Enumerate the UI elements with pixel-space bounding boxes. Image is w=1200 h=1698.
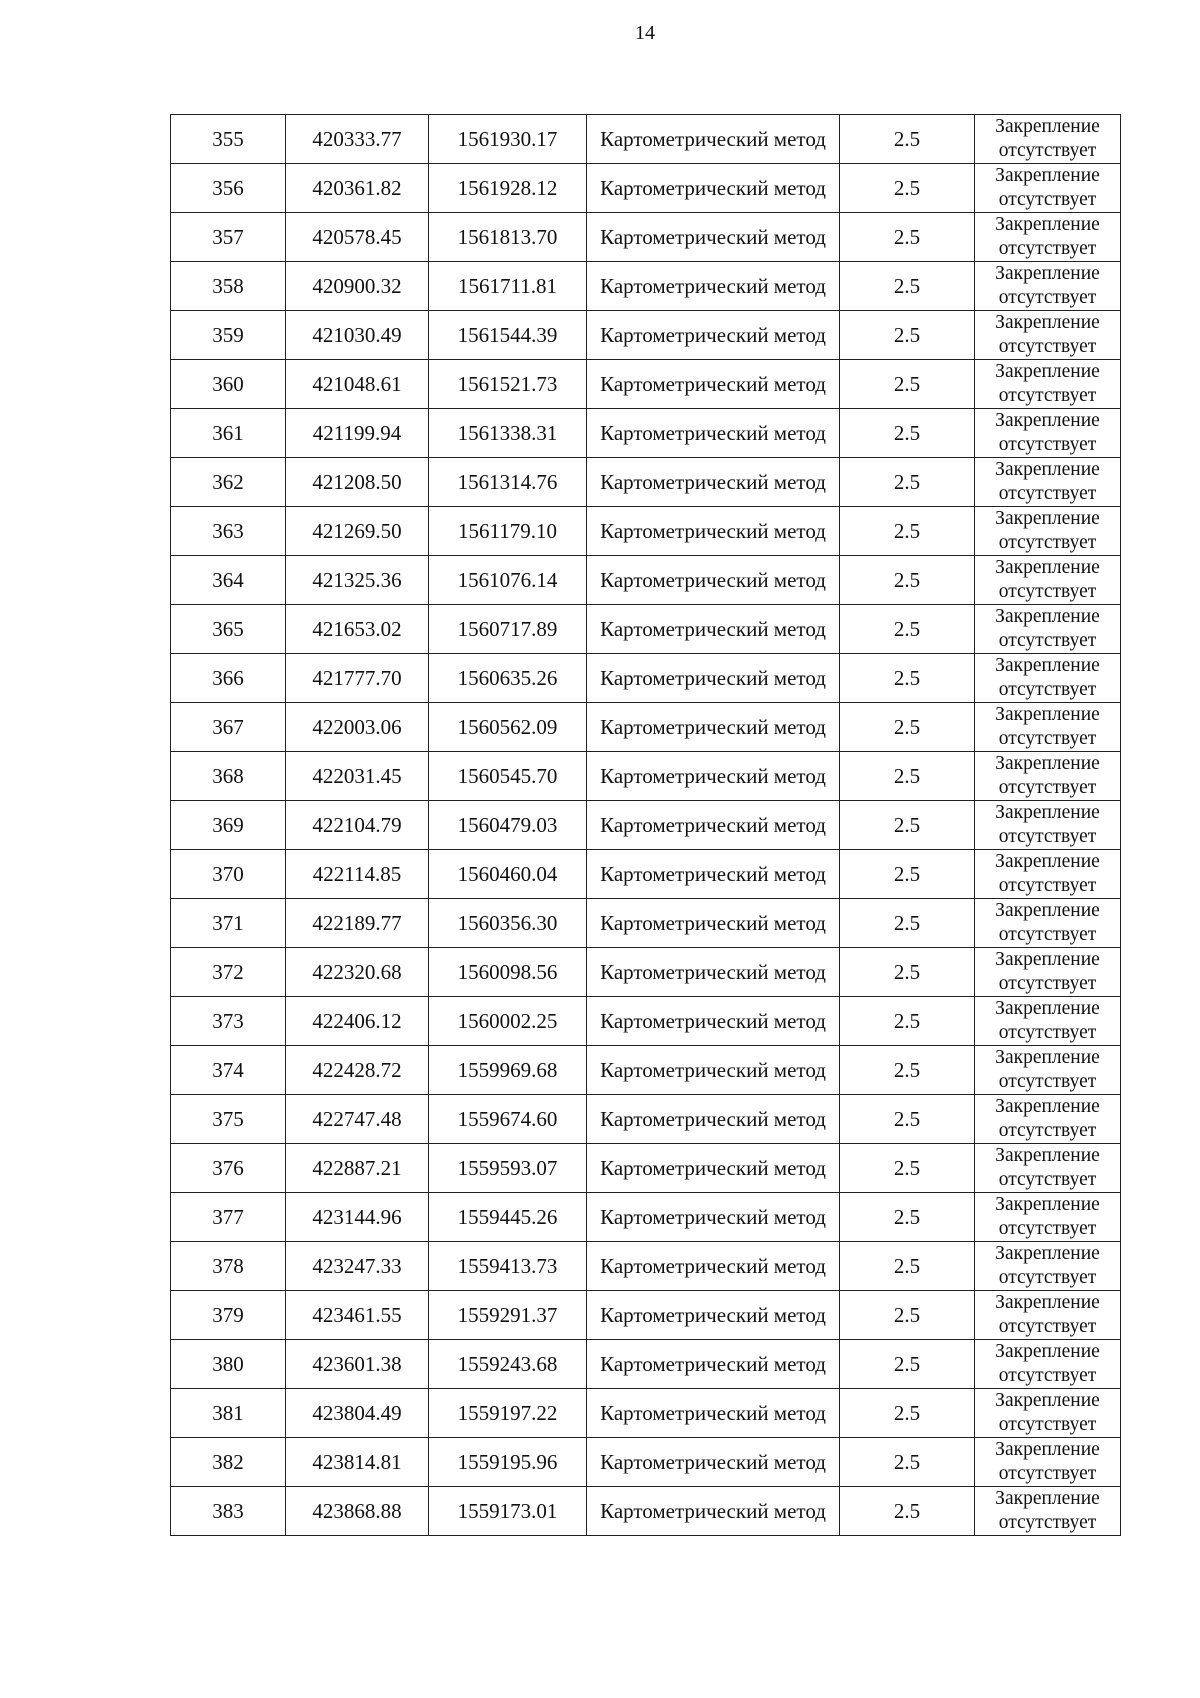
table-row [171,752,1121,801]
fixation-note-line: Закрепление [995,1390,1100,1411]
point-number-cell: 383 [171,1487,286,1536]
x-coordinate-cell: 422428.72 [286,1046,429,1095]
coordinates-table [170,114,1121,1536]
fixation-note-line: отсутствует [998,1022,1097,1043]
table-row [171,899,1121,948]
y-coordinate-cell: 1561521.73 [429,360,587,409]
fixation-note-line: отсутствует [998,1365,1097,1386]
accuracy-cell: 2.5 [840,1046,975,1095]
accuracy-cell: 2.5 [840,1438,975,1487]
method-cell: Картометрический метод [587,1487,840,1536]
point-number-cell: 368 [171,752,286,801]
y-coordinate-cell: 1560460.04 [429,850,587,899]
fixation-note-cell [975,1095,1121,1144]
accuracy-cell: 2.5 [840,1144,975,1193]
fixation-note-line: Закрепление [995,753,1100,774]
fixation-note-line: Закрепление [995,704,1100,725]
x-coordinate-cell: 421653.02 [286,605,429,654]
y-coordinate-cell: 1559413.73 [429,1242,587,1291]
fixation-note-line: отсутствует [998,287,1097,308]
fixation-note-line: Закрепление [995,459,1100,480]
fixation-note-cell [975,899,1121,948]
table-row [171,801,1121,850]
accuracy-cell: 2.5 [840,1291,975,1340]
method-cell: Картометрический метод [587,948,840,997]
x-coordinate-cell: 422320.68 [286,948,429,997]
table-row [171,605,1121,654]
y-coordinate-cell: 1561338.31 [429,409,587,458]
point-number-cell: 367 [171,703,286,752]
x-coordinate-cell: 422406.12 [286,997,429,1046]
fixation-note-cell [975,1193,1121,1242]
fixation-note-cell [975,458,1121,507]
table-row [171,1438,1121,1487]
fixation-note-line: Закрепление [995,900,1100,921]
fixation-note-line: Закрепление [995,116,1100,137]
fixation-note-line: Закрепление [995,1292,1100,1313]
fixation-note-line: отсутствует [998,1267,1097,1288]
fixation-note-line: отсутствует [998,1463,1097,1484]
point-number-cell: 363 [171,507,286,556]
y-coordinate-cell: 1560717.89 [429,605,587,654]
method-cell: Картометрический метод [587,850,840,899]
fixation-note-line: отсутствует [998,728,1097,749]
fixation-note-line: Закрепление [995,263,1100,284]
x-coordinate-cell: 423868.88 [286,1487,429,1536]
x-coordinate-cell: 421199.94 [286,409,429,458]
fixation-note-line: отсутствует [998,238,1097,259]
method-cell: Картометрический метод [587,801,840,850]
x-coordinate-cell: 423601.38 [286,1340,429,1389]
table-row [171,1046,1121,1095]
x-coordinate-cell: 421030.49 [286,311,429,360]
accuracy-cell: 2.5 [840,1389,975,1438]
point-number-cell: 365 [171,605,286,654]
method-cell: Картометрический метод [587,1389,840,1438]
fixation-note-cell [975,262,1121,311]
point-number-cell: 382 [171,1438,286,1487]
table-row [171,115,1121,164]
fixation-note-cell [975,164,1121,213]
y-coordinate-cell: 1560356.30 [429,899,587,948]
fixation-note-line: отсутствует [998,483,1097,504]
x-coordinate-cell: 420578.45 [286,213,429,262]
fixation-note-line: отсутствует [998,1071,1097,1092]
x-coordinate-cell: 422189.77 [286,899,429,948]
accuracy-cell: 2.5 [840,752,975,801]
y-coordinate-cell: 1559173.01 [429,1487,587,1536]
accuracy-cell: 2.5 [840,605,975,654]
point-number-cell: 356 [171,164,286,213]
point-number-cell: 375 [171,1095,286,1144]
table-row [171,1193,1121,1242]
fixation-note-line: отсутствует [998,140,1097,161]
y-coordinate-cell: 1560002.25 [429,997,587,1046]
fixation-note-line: Закрепление [995,802,1100,823]
method-cell: Картометрический метод [587,1340,840,1389]
method-cell: Картометрический метод [587,899,840,948]
accuracy-cell: 2.5 [840,409,975,458]
accuracy-cell: 2.5 [840,703,975,752]
method-cell: Картометрический метод [587,1291,840,1340]
accuracy-cell: 2.5 [840,654,975,703]
y-coordinate-cell: 1561314.76 [429,458,587,507]
fixation-note-cell [975,360,1121,409]
accuracy-cell: 2.5 [840,507,975,556]
accuracy-cell: 2.5 [840,850,975,899]
x-coordinate-cell: 421048.61 [286,360,429,409]
fixation-note-line: Закрепление [995,1047,1100,1068]
method-cell: Картометрический метод [587,654,840,703]
x-coordinate-cell: 423461.55 [286,1291,429,1340]
table-row [171,556,1121,605]
fixation-note-cell [975,1242,1121,1291]
y-coordinate-cell: 1561179.10 [429,507,587,556]
method-cell: Картометрический метод [587,556,840,605]
method-cell: Картометрический метод [587,360,840,409]
method-cell: Картометрический метод [587,213,840,262]
accuracy-cell: 2.5 [840,899,975,948]
accuracy-cell: 2.5 [840,1193,975,1242]
point-number-cell: 361 [171,409,286,458]
point-number-cell: 381 [171,1389,286,1438]
table-row [171,703,1121,752]
x-coordinate-cell: 421269.50 [286,507,429,556]
point-number-cell: 359 [171,311,286,360]
fixation-note-cell [975,1487,1121,1536]
fixation-note-cell [975,850,1121,899]
fixation-note-line: Закрепление [995,998,1100,1019]
table-row [171,654,1121,703]
table-row [171,360,1121,409]
x-coordinate-cell: 422003.06 [286,703,429,752]
method-cell: Картометрический метод [587,1095,840,1144]
point-number-cell: 372 [171,948,286,997]
fixation-note-cell [975,703,1121,752]
accuracy-cell: 2.5 [840,556,975,605]
x-coordinate-cell: 423814.81 [286,1438,429,1487]
table-row [171,1095,1121,1144]
table-row [171,507,1121,556]
y-coordinate-cell: 1560562.09 [429,703,587,752]
point-number-cell: 376 [171,1144,286,1193]
y-coordinate-cell: 1559969.68 [429,1046,587,1095]
method-cell: Картометрический метод [587,507,840,556]
fixation-note-line: Закрепление [995,655,1100,676]
point-number-cell: 366 [171,654,286,703]
table-row [171,1144,1121,1193]
fixation-note-line: Закрепление [995,1341,1100,1362]
table-row [171,997,1121,1046]
method-cell: Картометрический метод [587,703,840,752]
x-coordinate-cell: 422104.79 [286,801,429,850]
table-row [171,1291,1121,1340]
method-cell: Картометрический метод [587,458,840,507]
method-cell: Картометрический метод [587,164,840,213]
fixation-note-cell [975,1291,1121,1340]
fixation-note-line: отсутствует [998,434,1097,455]
method-cell: Картометрический метод [587,752,840,801]
point-number-cell: 374 [171,1046,286,1095]
y-coordinate-cell: 1559674.60 [429,1095,587,1144]
fixation-note-cell [975,605,1121,654]
point-number-cell: 379 [171,1291,286,1340]
page-number: 14 [635,22,655,44]
fixation-note-cell [975,1340,1121,1389]
table-row [171,850,1121,899]
y-coordinate-cell: 1559445.26 [429,1193,587,1242]
x-coordinate-cell: 422031.45 [286,752,429,801]
fixation-note-line: отсутствует [998,581,1097,602]
accuracy-cell: 2.5 [840,262,975,311]
x-coordinate-cell: 423247.33 [286,1242,429,1291]
fixation-note-line: Закрепление [995,1194,1100,1215]
fixation-note-line: Закрепление [995,165,1100,186]
fixation-note-line: отсутствует [998,924,1097,945]
fixation-note-line: отсутствует [998,777,1097,798]
accuracy-cell: 2.5 [840,360,975,409]
method-cell: Картометрический метод [587,1193,840,1242]
y-coordinate-cell: 1559195.96 [429,1438,587,1487]
table-row [171,1242,1121,1291]
x-coordinate-cell: 422887.21 [286,1144,429,1193]
y-coordinate-cell: 1561076.14 [429,556,587,605]
y-coordinate-cell: 1561544.39 [429,311,587,360]
y-coordinate-cell: 1560635.26 [429,654,587,703]
y-coordinate-cell: 1561813.70 [429,213,587,262]
y-coordinate-cell: 1561928.12 [429,164,587,213]
x-coordinate-cell: 421208.50 [286,458,429,507]
fixation-note-cell [975,801,1121,850]
table-row [171,262,1121,311]
fixation-note-cell [975,948,1121,997]
fixation-note-line: Закрепление [995,1096,1100,1117]
fixation-note-line: отсутствует [998,1512,1097,1533]
method-cell: Картометрический метод [587,409,840,458]
fixation-note-line: Закрепление [995,1488,1100,1509]
table-row [171,409,1121,458]
y-coordinate-cell: 1559291.37 [429,1291,587,1340]
point-number-cell: 371 [171,899,286,948]
point-number-cell: 373 [171,997,286,1046]
y-coordinate-cell: 1561711.81 [429,262,587,311]
accuracy-cell: 2.5 [840,458,975,507]
x-coordinate-cell: 421777.70 [286,654,429,703]
x-coordinate-cell: 423804.49 [286,1389,429,1438]
y-coordinate-cell: 1559197.22 [429,1389,587,1438]
method-cell: Картометрический метод [587,311,840,360]
point-number-cell: 355 [171,115,286,164]
table-row [171,948,1121,997]
x-coordinate-cell: 421325.36 [286,556,429,605]
point-number-cell: 380 [171,1340,286,1389]
fixation-note-line: Закрепление [995,214,1100,235]
accuracy-cell: 2.5 [840,997,975,1046]
y-coordinate-cell: 1559243.68 [429,1340,587,1389]
fixation-note-cell [975,213,1121,262]
x-coordinate-cell: 420900.32 [286,262,429,311]
accuracy-cell: 2.5 [840,115,975,164]
fixation-note-line: отсутствует [998,532,1097,553]
fixation-note-line: отсутствует [998,1120,1097,1141]
fixation-note-line: Закрепление [995,361,1100,382]
point-number-cell: 358 [171,262,286,311]
fixation-note-line: Закрепление [995,557,1100,578]
accuracy-cell: 2.5 [840,311,975,360]
accuracy-cell: 2.5 [840,213,975,262]
fixation-note-line: Закрепление [995,606,1100,627]
accuracy-cell: 2.5 [840,1242,975,1291]
y-coordinate-cell: 1560098.56 [429,948,587,997]
method-cell: Картометрический метод [587,1438,840,1487]
fixation-note-cell [975,1046,1121,1095]
method-cell: Картометрический метод [587,1242,840,1291]
point-number-cell: 377 [171,1193,286,1242]
accuracy-cell: 2.5 [840,164,975,213]
fixation-note-line: Закрепление [995,949,1100,970]
accuracy-cell: 2.5 [840,1095,975,1144]
point-number-cell: 364 [171,556,286,605]
fixation-note-line: отсутствует [998,826,1097,847]
fixation-note-line: отсутствует [998,1169,1097,1190]
fixation-note-line: отсутствует [998,1218,1097,1239]
table-row [171,1487,1121,1536]
fixation-note-cell [975,1389,1121,1438]
table-row [171,1389,1121,1438]
point-number-cell: 370 [171,850,286,899]
method-cell: Картометрический метод [587,1046,840,1095]
x-coordinate-cell: 420361.82 [286,164,429,213]
table-row [171,164,1121,213]
fixation-note-line: Закрепление [995,1145,1100,1166]
table-row [171,311,1121,360]
fixation-note-line: отсутствует [998,630,1097,651]
x-coordinate-cell: 422114.85 [286,850,429,899]
fixation-note-cell [975,1438,1121,1487]
accuracy-cell: 2.5 [840,801,975,850]
fixation-note-line: отсутствует [998,679,1097,700]
table-row [171,458,1121,507]
y-coordinate-cell: 1559593.07 [429,1144,587,1193]
fixation-note-cell [975,997,1121,1046]
fixation-note-cell [975,311,1121,360]
fixation-note-line: Закрепление [995,1243,1100,1264]
fixation-note-line: отсутствует [998,385,1097,406]
fixation-note-line: отсутствует [998,973,1097,994]
fixation-note-line: отсутствует [998,1316,1097,1337]
fixation-note-cell [975,1144,1121,1193]
fixation-note-line: Закрепление [995,312,1100,333]
fixation-note-line: Закрепление [995,851,1100,872]
y-coordinate-cell: 1560545.70 [429,752,587,801]
x-coordinate-cell: 422747.48 [286,1095,429,1144]
accuracy-cell: 2.5 [840,1487,975,1536]
fixation-note-cell [975,507,1121,556]
fixation-note-line: отсутствует [998,875,1097,896]
fixation-note-cell [975,115,1121,164]
point-number-cell: 362 [171,458,286,507]
fixation-note-line: Закрепление [995,1439,1100,1460]
y-coordinate-cell: 1560479.03 [429,801,587,850]
table-row [171,1340,1121,1389]
point-number-cell: 357 [171,213,286,262]
x-coordinate-cell: 423144.96 [286,1193,429,1242]
accuracy-cell: 2.5 [840,1340,975,1389]
x-coordinate-cell: 420333.77 [286,115,429,164]
method-cell: Картометрический метод [587,997,840,1046]
point-number-cell: 369 [171,801,286,850]
table-row [171,213,1121,262]
method-cell: Картометрический метод [587,115,840,164]
method-cell: Картометрический метод [587,605,840,654]
y-coordinate-cell: 1561930.17 [429,115,587,164]
point-number-cell: 360 [171,360,286,409]
fixation-note-cell [975,556,1121,605]
fixation-note-cell [975,752,1121,801]
method-cell: Картометрический метод [587,262,840,311]
accuracy-cell: 2.5 [840,948,975,997]
fixation-note-line: отсутствует [998,336,1097,357]
fixation-note-line: Закрепление [995,508,1100,529]
point-number-cell: 378 [171,1242,286,1291]
fixation-note-cell [975,409,1121,458]
method-cell: Картометрический метод [587,1144,840,1193]
fixation-note-cell [975,654,1121,703]
fixation-note-line: отсутствует [998,1414,1097,1435]
fixation-note-line: Закрепление [995,410,1100,431]
table-body [171,115,1121,1536]
fixation-note-line: отсутствует [998,189,1097,210]
